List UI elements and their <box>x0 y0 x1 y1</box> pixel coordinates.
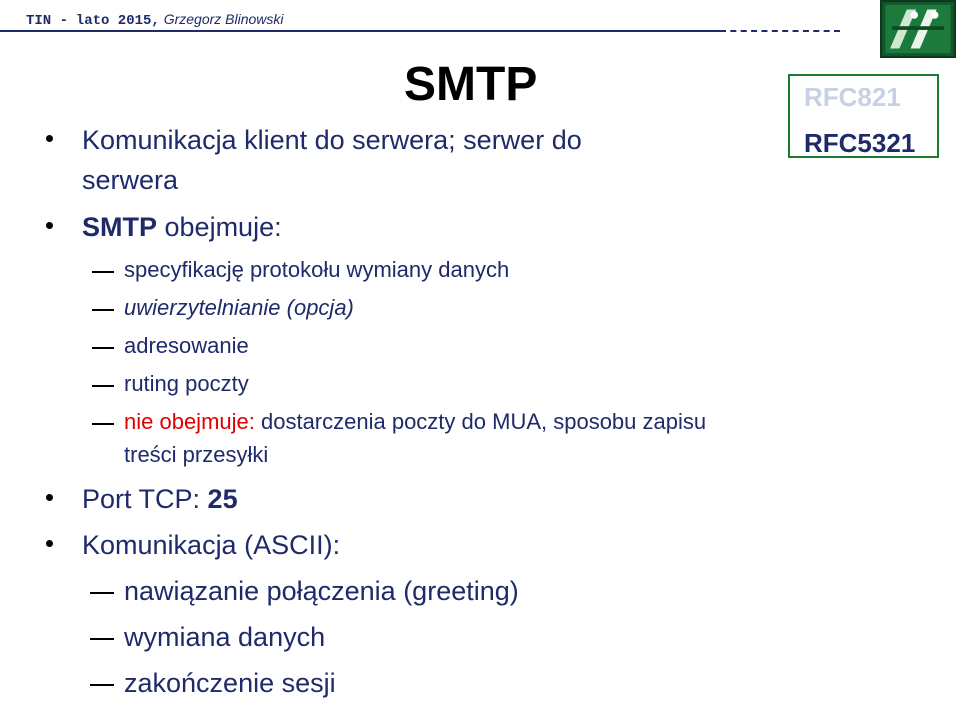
sub-item <box>124 295 354 321</box>
dash-marker <box>90 638 114 640</box>
rfc-obsolete: RFC821 <box>804 82 901 112</box>
bullet-smtp-covers <box>82 212 282 243</box>
bullet-dot <box>46 222 53 229</box>
sub-item <box>124 257 509 283</box>
not-covered-text-cont: treści przesyłki <box>124 442 269 467</box>
sub-item <box>124 622 325 653</box>
bullet-text: serwera <box>82 165 179 195</box>
sub-item-text: zakończenie sesji <box>124 668 336 698</box>
not-covered-text: dostarczenia poczty do MUA, sposobu zapisu <box>254 409 707 434</box>
bullet-communication <box>82 530 340 561</box>
sub-item-text: specyfikację protokołu wymiany danych <box>124 257 510 282</box>
dash-marker <box>90 592 114 594</box>
dash-marker <box>92 271 114 273</box>
author: Grzegorz Blinowski <box>163 11 284 27</box>
dash-marker <box>92 385 114 387</box>
port-number: 25 <box>207 484 238 514</box>
dash-marker <box>92 423 114 425</box>
bullet-text: obejmuje: <box>157 212 282 242</box>
bullet-text: Port TCP: <box>82 484 208 514</box>
sub-item <box>124 333 249 359</box>
sub-item-text: nawiązanie połączenia (greeting) <box>124 576 519 606</box>
rfc-current: RFC5321 <box>804 128 916 158</box>
sub-item-not-covered <box>124 409 706 435</box>
not-covered-label: nie obejmuje: <box>124 409 255 434</box>
bullet-dot <box>46 135 53 142</box>
bullet-dot <box>46 494 53 501</box>
bullet-port <box>82 484 238 515</box>
bullet-bold: SMTP <box>82 212 158 242</box>
sub-item <box>124 371 249 397</box>
bullet-client-server <box>82 125 582 156</box>
sub-item <box>124 576 519 607</box>
sub-item-text: adresowanie <box>124 333 249 358</box>
dash-marker <box>90 684 114 686</box>
bullet-text: Komunikacja klient do serwera; serwer do <box>82 125 582 155</box>
dash-marker <box>92 309 114 311</box>
slide-title: SMTP <box>404 58 538 111</box>
sub-item <box>124 668 336 699</box>
bullet-dot <box>46 540 53 547</box>
term: lato 2015, <box>75 13 160 29</box>
sub-item-text: ruting poczty <box>124 371 249 396</box>
bullet-text: Komunikacja (ASCII): <box>82 530 341 560</box>
bullet-client-server-cont <box>82 165 178 196</box>
sub-item-text: uwierzytelnianie (opcja) <box>124 295 354 320</box>
sub-item-not-covered-cont <box>124 442 268 468</box>
dash-marker <box>92 347 114 349</box>
course-code: TIN - <box>26 13 69 29</box>
sub-item-text: wymiana danych <box>124 622 326 652</box>
